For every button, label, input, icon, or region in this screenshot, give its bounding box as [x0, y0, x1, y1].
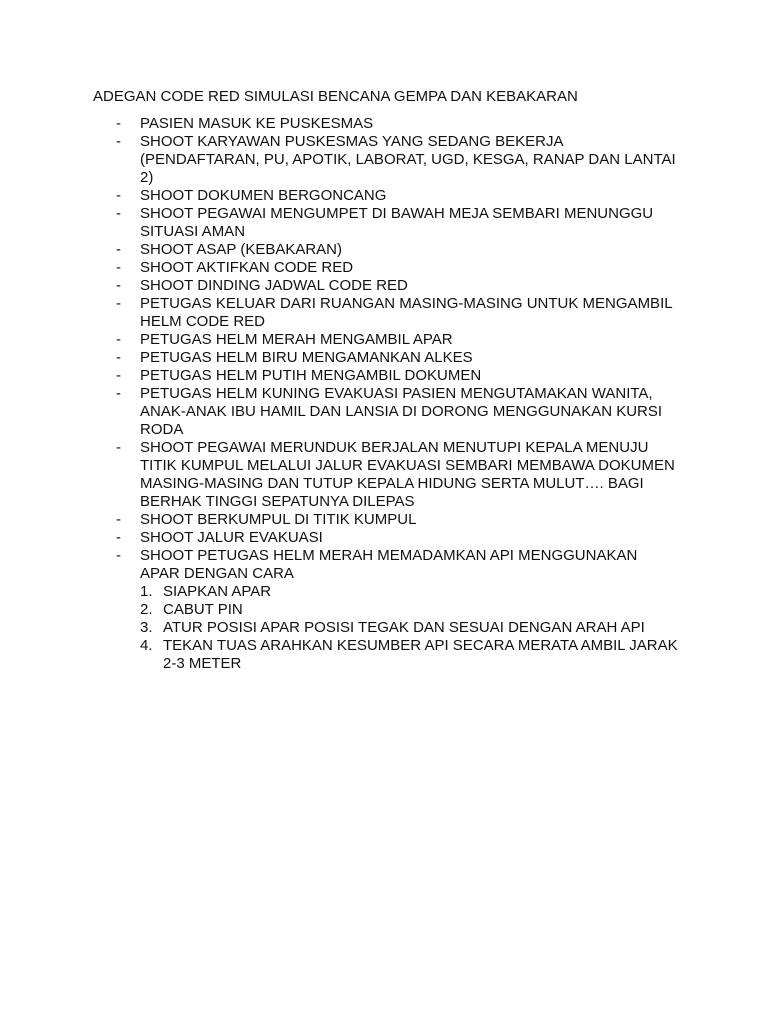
list-item — [0, 529, 680, 547]
step-text: ATUR POSISI APAR POSISI TEGAK DAN SESUAI DENGAN ARAH API — [163, 619, 645, 636]
bullet-dash: - — [116, 331, 121, 348]
list-item — [0, 187, 680, 205]
apar-steps-list — [140, 583, 680, 673]
step-text: SIAPKAN APAR — [163, 583, 272, 600]
list-item-text: SHOOT PEGAWAI MERUNDUK BERJALAN MENUTUPI KEPALA MENUJU TITIK KUMPUL MELALUI JALUR EVAKUASI SEMBARI MEMBAWA DOKUMEN MASING-MASING DAN TUTUP KEPALA HIDUNG SERTA MULUT…. BAGI BERHAK TINGGI SEPATUNYA DILEPAS — [140, 439, 675, 510]
list-item-text: SHOOT DINDING JADWAL CODE RED — [140, 277, 408, 294]
list-item-text: SHOOT DOKUMEN BERGONCANG — [140, 187, 387, 204]
list-item — [0, 331, 680, 349]
list-item — [0, 205, 680, 241]
list-item — [0, 295, 680, 331]
list-item-text: SHOOT ASAP (KEBAKARAN) — [140, 241, 343, 258]
bullet-dash: - — [116, 439, 121, 456]
step-number: 2. — [140, 601, 153, 618]
list-item-text: PETUGAS KELUAR DARI RUANGAN MASING-MASING UNTUK MENGAMBIL HELM CODE RED — [140, 295, 673, 330]
list-item-text: SHOOT PEGAWAI MENGUMPET DI BAWAH MEJA SEMBARI MENUNGGU SITUASI AMAN — [140, 205, 654, 240]
list-item — [0, 115, 680, 133]
list-item — [0, 439, 680, 511]
list-item-text: SHOOT PETUGAS HELM MERAH MEMADAMKAN API MENGGUNAKAN APAR DENGAN CARA — [140, 547, 638, 582]
list-item — [0, 385, 680, 439]
list-item — [0, 277, 680, 295]
list-item-text: SHOOT AKTIFKAN CODE RED — [140, 259, 354, 276]
bullet-dash: - — [116, 241, 121, 258]
bullet-dash: - — [116, 133, 121, 150]
step-number: 1. — [140, 583, 153, 600]
list-item-text: PASIEN MASUK KE PUSKESMAS — [140, 115, 374, 132]
document-title: ADEGAN CODE RED SIMULASI BENCANA GEMPA DAN KEBAKARAN — [93, 88, 578, 105]
list-item — [0, 547, 680, 673]
list-item-text: SHOOT JALUR EVAKUASI — [140, 529, 323, 546]
list-item — [0, 367, 680, 385]
list-item — [0, 241, 680, 259]
list-item — [0, 511, 680, 529]
list-item-text: PETUGAS HELM BIRU MENGAMANKAN ALKES — [140, 349, 473, 366]
step-text: TEKAN TUAS ARAHKAN KESUMBER API SECARA MERATA AMBIL JARAK 2-3 METER — [163, 637, 678, 672]
bullet-dash: - — [116, 115, 121, 132]
list-item-text: PETUGAS HELM PUTIH MENGAMBIL DOKUMEN — [140, 367, 482, 384]
bullet-dash: - — [116, 547, 121, 564]
list-item — [0, 259, 680, 277]
list-item-text: PETUGAS HELM KUNING EVAKUASI PASIEN MENGUTAMAKAN WANITA, ANAK-ANAK IBU HAMIL DAN LANSIA DI DORONG MENGGUNAKAN KURSI RODA — [140, 385, 663, 438]
bullet-dash: - — [116, 529, 121, 546]
bullet-dash: - — [116, 259, 121, 276]
list-item-text: SHOOT BERKUMPUL DI TITIK KUMPUL — [140, 511, 417, 528]
bullet-dash: - — [116, 277, 121, 294]
bullet-dash: - — [116, 295, 121, 312]
bullet-dash: - — [116, 511, 121, 528]
step-number: 3. — [140, 619, 153, 636]
bullet-dash: - — [116, 349, 121, 366]
bullet-dash: - — [116, 205, 121, 222]
list-item-text: SHOOT KARYAWAN PUSKESMAS YANG SEDANG BEKERJA (PENDAFTARAN, PU, APOTIK, LABORAT, UGD, KESGA, RANAP DAN LANTAI 2) — [140, 133, 676, 186]
list-item-text: PETUGAS HELM MERAH MENGAMBIL APAR — [140, 331, 453, 348]
numbered-step — [140, 601, 680, 619]
step-number: 4. — [140, 637, 153, 654]
numbered-step — [140, 583, 680, 601]
bullet-dash: - — [116, 385, 121, 402]
list-item — [0, 349, 680, 367]
scene-list — [0, 115, 768, 673]
list-item — [0, 133, 680, 187]
bullet-dash: - — [116, 367, 121, 384]
bullet-dash: - — [116, 187, 121, 204]
step-text: CABUT PIN — [163, 601, 243, 618]
numbered-step — [140, 619, 680, 637]
numbered-step — [140, 637, 680, 673]
